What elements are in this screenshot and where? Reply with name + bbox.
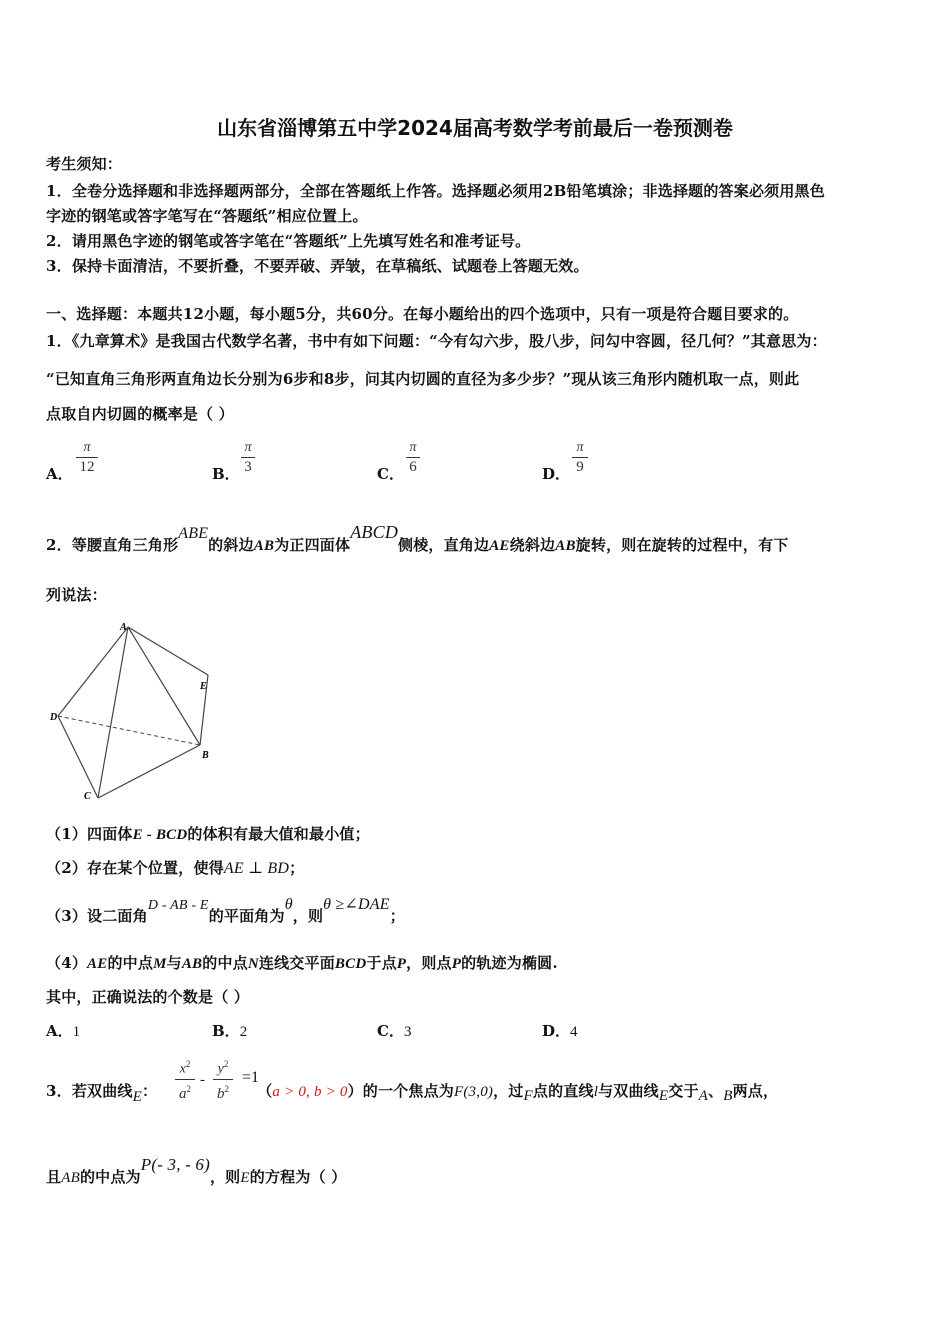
q1-option-b-label: B． [212, 465, 240, 483]
q1-line-3: 点取自内切圆的概率是（ ） [46, 405, 234, 423]
q1-option-a-label: A． [46, 465, 73, 483]
vertex-label-c: C [84, 791, 91, 802]
section-heading: 一、选择题：本题共12小题，每小题5分，共60分。在每小题给出的四个选项中，只有一项是符合题目要求的。 [46, 305, 799, 323]
q3-equals-one: =1 [242, 1069, 260, 1086]
q3-line-2: 且AB的中点为P(- 3, - 6)，则E的方程为（ ） [46, 1155, 347, 1186]
q2-option-d: D．4 [542, 1022, 578, 1040]
q2-line-1: 2．等腰直角三角形ABE的斜边AB为正四面体ABCD侧棱，直角边AE绕斜边AB旋转，则在旋转的过程中，有下 [46, 522, 789, 554]
edge-ac [98, 627, 128, 798]
q1-option-d-label: D． [542, 465, 571, 483]
q2-option-a: A．1 [46, 1022, 81, 1040]
tetrahedron-figure [40, 615, 230, 810]
q1-option-d-fraction: π 9 [572, 440, 588, 475]
edge-ad [58, 627, 128, 716]
q2-statement-3: （3）设二面角D - AB - E的平面角为θ，则θ ≥∠DAE； [46, 896, 405, 925]
q3-fraction-y: $y^2$ $b^2$ [213, 1056, 233, 1102]
q1-option-a-fraction: π 12 [76, 440, 98, 475]
q1-option-b-fraction: π 3 [241, 440, 255, 475]
vertex-label-e: E [200, 681, 207, 692]
vertex-label-b: B [202, 750, 209, 761]
notice-item-3: 3．保持卡面清洁，不要折叠，不要弄破、弄皱，在草稿纸、试题卷上答题无效。 [46, 257, 589, 275]
notice-item-1: 1．全卷分选择题和非选择题两部分，全部在答题纸上作答。选择题必须用2B铅笔填涂；非选择题的答案必须用黑色 [46, 182, 825, 200]
q2-option-c: C．3 [377, 1022, 412, 1040]
notice-item-1-cont: 字迹的钢笔或答字笔写在“答题纸”相应位置上。 [46, 207, 368, 225]
q3-minus: - [200, 1072, 205, 1088]
q2-statement-1: （1）四面体E - BCD的体积有最大值和最小值； [46, 825, 370, 843]
q2-statement-4: （4）AE的中点M与AB的中点N连线交平面BCD于点P，则点P的轨迹为椭圆. [46, 954, 558, 972]
q1-line-2: “已知直角三角形两直角边长分别为6步和8步，问其内切圆的直径为多少步？”现从该三角形内随机取一点，则此 [46, 370, 800, 388]
notice-heading: 考生须知： [46, 155, 123, 173]
edge-dc [58, 716, 98, 798]
edge-db-hidden [58, 716, 200, 745]
q2-line-2: 列说法： [46, 586, 107, 604]
vertex-label-d: D [50, 712, 58, 723]
notice-item-2: 2．请用黑色字迹的钢笔或答字笔在“答题纸”上先填写姓名和准考证号。 [46, 232, 531, 250]
q1-option-c-fraction: π 6 [406, 440, 420, 475]
vertex-label-a: A [120, 622, 127, 633]
q2-ask: 其中，正确说法的个数是（ ） [46, 988, 250, 1006]
q1-option-c-label: C． [377, 465, 404, 483]
q1-line-1: 1．《九章算术》是我国古代数学名著，书中有如下问题：“今有勾六步，股八步，问勾中容圆，径几何？”其意思为： [46, 332, 827, 350]
page-title: 山东省淄博第五中学2024届高考数学考前最后一卷预测卷 [217, 116, 733, 140]
q3-line-1: 3．若双曲线E： （a > 0, b > 0）的一个焦点为F(3,0)，过F点的直线l与双曲线E交于A、B两点， [46, 1082, 779, 1105]
edge-ae [128, 627, 208, 675]
q2-option-b: B．2 [212, 1022, 248, 1040]
q3-fraction-x: $x^2$ $a^2$ [175, 1056, 195, 1102]
q2-statement-2: （2）存在某个位置，使得AE ⊥ BD； [46, 859, 305, 877]
edge-ab [128, 627, 200, 745]
edge-cb [98, 745, 200, 798]
